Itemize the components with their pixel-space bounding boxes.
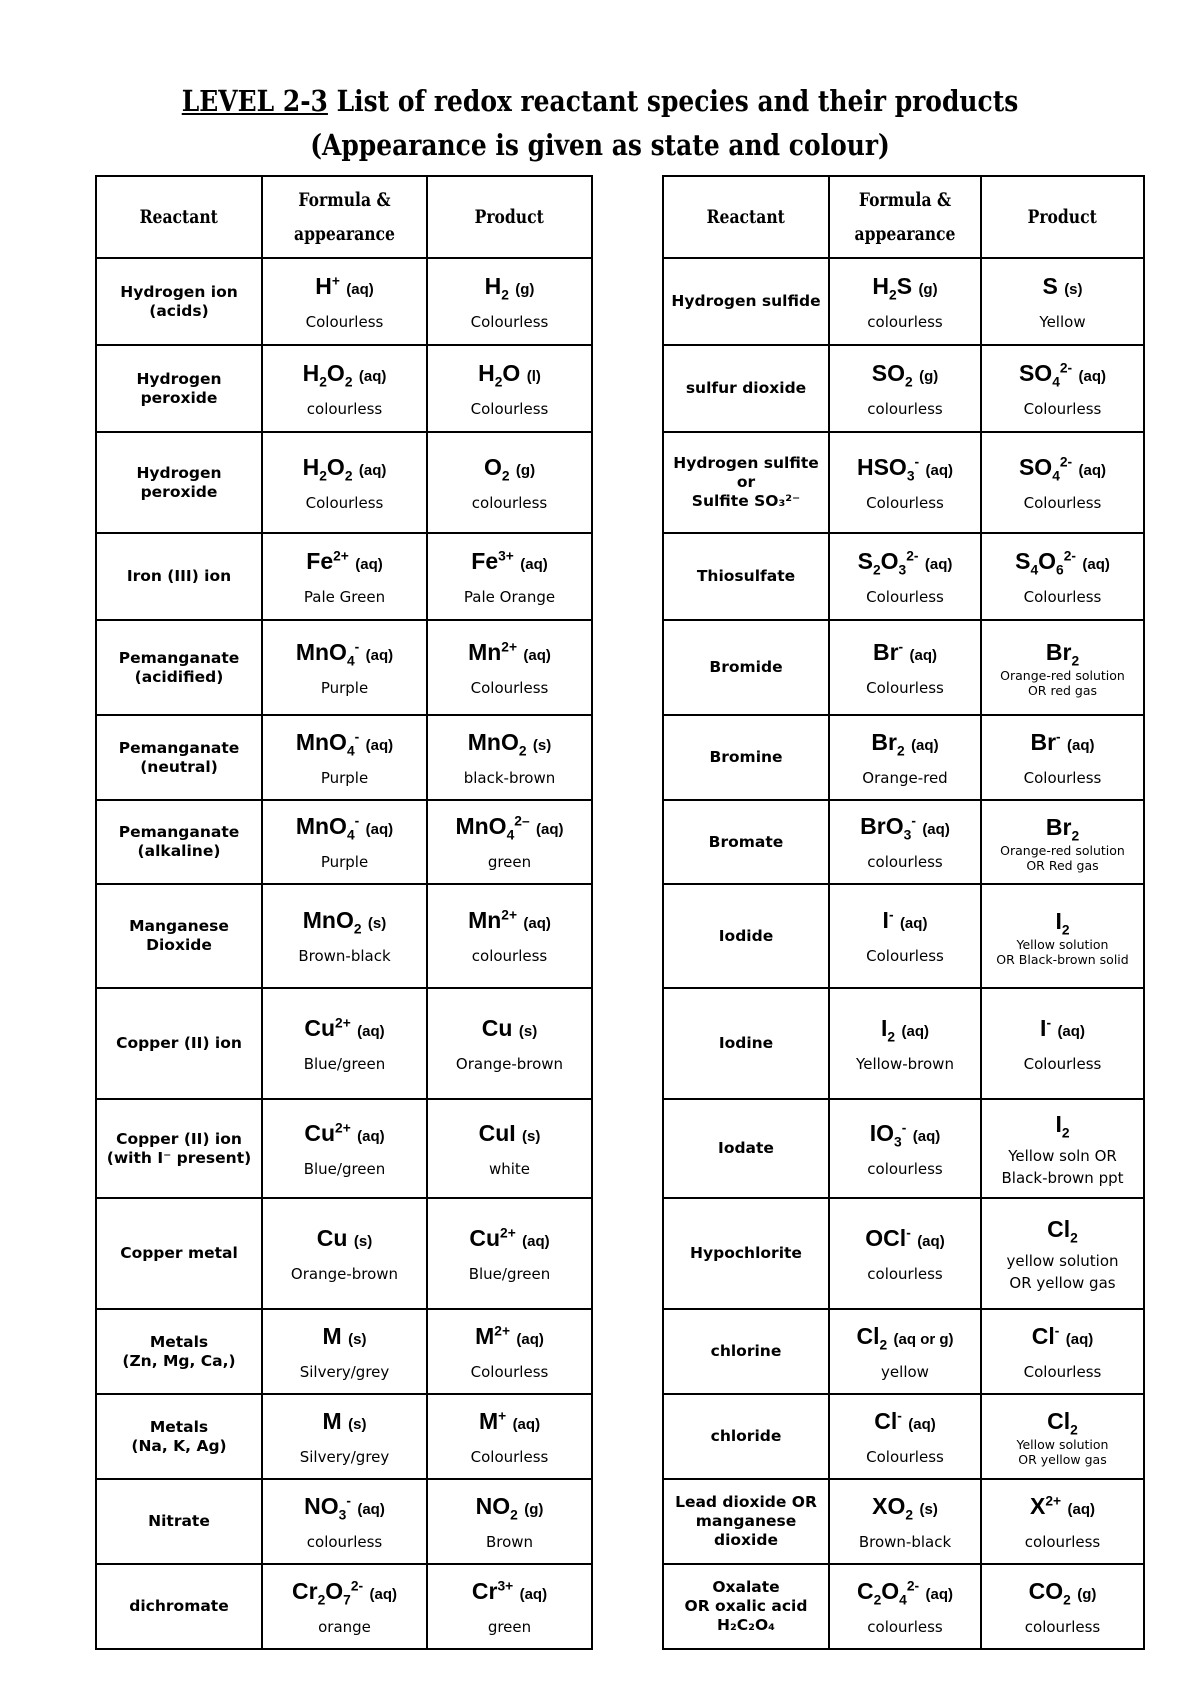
formula-formula: $SO_2$ (g) xyxy=(871,359,939,390)
formula-cell xyxy=(262,1198,427,1309)
product-appearance: Yellow soln OR Black-brown ppt xyxy=(1001,1146,1124,1187)
formula-appearance: Colourless xyxy=(866,947,944,965)
table-row xyxy=(663,258,1144,345)
product-appearance: Colourless xyxy=(1023,493,1102,512)
product-formula: $Mn^{2+}$ (aq) xyxy=(468,638,551,665)
table-row xyxy=(96,988,592,1099)
product-cell xyxy=(981,1479,1144,1564)
formula-appearance: Colourless xyxy=(305,312,384,331)
title-text: List of redox reactant species and their products xyxy=(327,84,1019,118)
reactant-cell: Bromate xyxy=(663,800,829,884)
product-appearance: Colourless xyxy=(1023,768,1102,787)
formula-appearance: Purple xyxy=(320,678,369,697)
table-row xyxy=(663,988,1144,1099)
formula-formula: $Br_2$ (aq) xyxy=(871,728,939,759)
product-formula: $S_4O_6^{2-}$ (aq) xyxy=(1015,547,1110,578)
formula-appearance: Yellow-brown xyxy=(856,1054,954,1073)
reactant-cell: Hydrogen peroxide xyxy=(96,345,262,432)
formula-appearance: Silvery/grey xyxy=(299,1447,390,1466)
product-formula: $Cl_2$ xyxy=(1047,1215,1078,1246)
product-cell xyxy=(427,1309,592,1394)
product-cell xyxy=(427,1564,592,1649)
formula-formula: H+ (aq) xyxy=(315,272,374,299)
product-cell xyxy=(981,1198,1144,1309)
formula-formula: OCl- (aq) xyxy=(865,1224,945,1251)
reactant-cell: Hydrogen sulfite or Sulfite SO₃²⁻ xyxy=(663,432,829,533)
product-appearance: Orange-brown xyxy=(455,1054,564,1073)
reactant-cell: Metals (Na, K, Ag) xyxy=(96,1394,262,1479)
table-row xyxy=(663,533,1144,620)
formula-cell xyxy=(262,988,427,1099)
formula-formula: Br- (aq) xyxy=(872,638,938,665)
product-cell xyxy=(427,432,592,533)
product-cell xyxy=(427,884,592,988)
product-appearance: Yellow solution OR Black-brown solid xyxy=(996,936,1129,967)
reactant-cell: Lead dioxide OR manganese dioxide xyxy=(663,1479,829,1564)
reactant-cell: Copper metal xyxy=(96,1198,262,1309)
formula-cell xyxy=(829,988,981,1099)
table-row xyxy=(663,1394,1144,1479)
table-row xyxy=(96,258,592,345)
formula-appearance: Brown-black xyxy=(298,947,391,965)
product-appearance: Orange-red solution OR Red gas xyxy=(1000,842,1125,873)
product-cell xyxy=(427,1198,592,1309)
product-appearance: Orange-red solution OR red gas xyxy=(1000,668,1125,698)
product-appearance: Colourless xyxy=(470,678,549,697)
formula-formula: Cu (s) xyxy=(316,1224,373,1251)
product-cell xyxy=(981,715,1144,800)
product-formula: $I_2$ xyxy=(1055,907,1070,938)
product-cell xyxy=(427,620,592,715)
product-cell xyxy=(981,800,1144,884)
page-title xyxy=(84,84,1116,118)
product-appearance: green xyxy=(487,853,532,871)
formula-formula: $S_2O_3^{2-}$ (aq) xyxy=(857,547,953,578)
table-row xyxy=(96,1309,592,1394)
formula-appearance: colourless xyxy=(867,1159,943,1178)
table-row xyxy=(96,620,592,715)
product-appearance: Colourless xyxy=(1023,399,1102,418)
product-appearance: Pale Orange xyxy=(463,587,556,606)
redox-table-right xyxy=(662,175,1145,1650)
formula-cell xyxy=(829,1564,981,1649)
reactant-cell: Metals (Zn, Mg, Ca,) xyxy=(96,1309,262,1394)
reactant-cell: Manganese Dioxide xyxy=(96,884,262,988)
formula-appearance: colourless xyxy=(867,399,943,418)
product-formula: $Br_2$ xyxy=(1045,813,1080,844)
table-row xyxy=(96,432,592,533)
product-appearance: white xyxy=(488,1159,531,1178)
table-row xyxy=(663,1198,1144,1309)
formula-formula: M (s) xyxy=(322,1322,367,1349)
formula-formula: $XO_2$ (s) xyxy=(872,1492,938,1523)
product-formula: $SO_4^{2-}$ (aq) xyxy=(1018,453,1107,484)
table-row xyxy=(663,345,1144,432)
product-appearance: Brown xyxy=(485,1532,534,1551)
product-cell xyxy=(981,432,1144,533)
product-appearance: Yellow xyxy=(1039,312,1086,331)
reactant-cell: Iron (III) ion xyxy=(96,533,262,620)
product-cell xyxy=(427,258,592,345)
formula-appearance: Purple xyxy=(320,768,369,787)
formula-cell xyxy=(829,1394,981,1479)
product-formula: Cl- (aq) xyxy=(1031,1322,1094,1349)
formula-formula: $H_2S$ (g) xyxy=(872,272,938,303)
formula-cell xyxy=(262,432,427,533)
formula-appearance: Orange-brown xyxy=(290,1264,399,1283)
formula-appearance: Blue/green xyxy=(303,1159,386,1178)
product-formula: $Mn^{2+}$ (aq) xyxy=(468,907,551,933)
product-formula: $Fe^{3+}$ (aq) xyxy=(471,547,548,574)
formula-cell xyxy=(262,258,427,345)
formula-formula: MnO$_2$ (s) xyxy=(302,907,387,937)
formula-cell xyxy=(829,1309,981,1394)
product-formula: $Cu^{2+}$ (aq) xyxy=(469,1224,550,1251)
formula-cell xyxy=(262,1099,427,1198)
product-cell xyxy=(981,1564,1144,1649)
reactant-cell: Pemanganate (acidified) xyxy=(96,620,262,715)
reactant-cell: Oxalate OR oxalic acid H₂C₂O₄ xyxy=(663,1564,829,1649)
formula-cell xyxy=(829,432,981,533)
formula-formula: BrO$_3$- (aq) xyxy=(860,813,950,843)
product-appearance: green xyxy=(487,1617,532,1636)
product-formula: $NO_2$ (g) xyxy=(475,1492,544,1523)
product-cell xyxy=(427,1479,592,1564)
header-product: Product xyxy=(981,176,1144,258)
reactant-cell: Pemanganate (neutral) xyxy=(96,715,262,800)
product-appearance: Colourless xyxy=(470,1362,549,1381)
formula-appearance: Colourless xyxy=(866,587,944,606)
table-row xyxy=(663,884,1144,988)
reactant-cell: Nitrate xyxy=(96,1479,262,1564)
product-formula: I- (aq) xyxy=(1040,1014,1085,1041)
product-cell xyxy=(427,1099,592,1198)
product-appearance: Colourless xyxy=(1023,1054,1102,1073)
redox-table-left xyxy=(95,175,593,1650)
product-cell xyxy=(981,345,1144,432)
reactant-cell: Copper (II) ion (with I⁻ present) xyxy=(96,1099,262,1198)
reactant-cell: sulfur dioxide xyxy=(663,345,829,432)
product-cell xyxy=(427,533,592,620)
formula-appearance: yellow xyxy=(881,1362,929,1381)
formula-cell xyxy=(262,533,427,620)
reactant-cell: Hydrogen ion (acids) xyxy=(96,258,262,345)
formula-cell xyxy=(829,1198,981,1309)
formula-formula: MnO$_4$- (aq) xyxy=(295,728,394,759)
formula-cell xyxy=(262,1309,427,1394)
formula-formula: $NO_3^-$ (aq) xyxy=(304,1492,385,1523)
formula-formula: $I_2$ (aq) xyxy=(881,1014,929,1045)
formula-appearance: Brown-black xyxy=(858,1532,952,1551)
table-row xyxy=(96,1198,592,1309)
product-cell xyxy=(981,884,1144,988)
formula-cell xyxy=(829,1099,981,1198)
formula-cell xyxy=(829,884,981,988)
formula-appearance: Pale Green xyxy=(303,587,386,606)
title-level: LEVEL 2-3 xyxy=(181,84,328,118)
formula-appearance: Colourless xyxy=(866,493,944,512)
formula-formula: $Fe^{2+}$ (aq) xyxy=(306,547,383,574)
product-formula: $CO_2$ (g) xyxy=(1028,1577,1097,1608)
formula-appearance: orange xyxy=(318,1617,371,1636)
product-cell xyxy=(981,1394,1144,1479)
product-cell xyxy=(981,620,1144,715)
table-row xyxy=(663,715,1144,800)
page-subtitle: (Appearance is given as state and colour) xyxy=(310,128,890,162)
table-row xyxy=(96,533,592,620)
formula-cell xyxy=(262,800,427,884)
formula-cell xyxy=(262,884,427,988)
formula-formula: $Cl_2$ (aq or g) xyxy=(856,1322,954,1353)
product-formula: $X^{2+}$ (aq) xyxy=(1030,1492,1095,1519)
formula-formula: $Cu^{2+}$ (aq) xyxy=(304,1014,385,1041)
formula-appearance: Colourless xyxy=(866,678,944,697)
product-cell xyxy=(427,800,592,884)
product-appearance: Colourless xyxy=(470,312,549,331)
formula-cell xyxy=(829,1479,981,1564)
product-appearance: colourless xyxy=(471,493,548,512)
product-formula: $SO_4^{2-}$ (aq) xyxy=(1018,359,1107,390)
formula-appearance: Orange-red xyxy=(862,768,948,787)
reactant-cell: Hydrogen sulfide xyxy=(663,258,829,345)
product-appearance: black-brown xyxy=(463,768,556,787)
formula-formula: $C_2O_4^{2-}$ (aq) xyxy=(856,1577,954,1608)
product-cell xyxy=(981,988,1144,1099)
table-row xyxy=(96,800,592,884)
reactant-cell: dichromate xyxy=(96,1564,262,1649)
product-formula: $O_2$ (g) xyxy=(483,453,536,484)
product-cell xyxy=(427,345,592,432)
product-appearance: Colourless xyxy=(1023,587,1102,606)
product-cell xyxy=(427,1394,592,1479)
product-appearance: Yellow solution OR yellow gas xyxy=(1016,1437,1109,1467)
product-formula: $H_2O$ (l) xyxy=(478,359,541,390)
formula-cell xyxy=(262,1394,427,1479)
formula-appearance: colourless xyxy=(306,399,383,418)
product-cell xyxy=(981,1309,1144,1394)
formula-cell xyxy=(262,620,427,715)
formula-appearance: Colourless xyxy=(305,493,384,512)
formula-appearance: Silvery/grey xyxy=(299,1362,390,1381)
reactant-cell: Hypochlorite xyxy=(663,1198,829,1309)
product-formula: M+ (aq) xyxy=(478,1407,541,1434)
reactant-cell: Bromide xyxy=(663,620,829,715)
reactant-cell: Thiosulfate xyxy=(663,533,829,620)
reactant-cell: chlorine xyxy=(663,1309,829,1394)
formula-formula: $Cr_2O_7^{2-}$ (aq) xyxy=(292,1577,397,1608)
formula-cell xyxy=(829,620,981,715)
formula-cell xyxy=(829,258,981,345)
formula-cell xyxy=(262,715,427,800)
product-formula: MnO$_4^{2-}$ (aq) xyxy=(455,813,564,843)
table-row xyxy=(663,1564,1144,1649)
formula-cell xyxy=(829,345,981,432)
header-reactant: Reactant xyxy=(663,176,829,258)
formula-cell xyxy=(262,1564,427,1649)
product-appearance: Colourless xyxy=(1023,1362,1102,1381)
formula-cell xyxy=(262,1479,427,1564)
formula-formula: M (s) xyxy=(322,1407,367,1434)
product-formula: $Br_2$ xyxy=(1045,639,1080,669)
product-appearance: colourless xyxy=(1024,1617,1101,1636)
header-formula: Formula & appearance xyxy=(262,176,427,258)
table-row xyxy=(96,1564,592,1649)
product-cell xyxy=(427,988,592,1099)
formula-cell xyxy=(262,345,427,432)
reactant-cell: Copper (II) ion xyxy=(96,988,262,1099)
formula-appearance: colourless xyxy=(306,1532,383,1551)
formula-appearance: Colourless xyxy=(866,1447,944,1466)
table-row xyxy=(96,1099,592,1198)
table-row xyxy=(96,884,592,988)
product-appearance: Blue/green xyxy=(468,1264,551,1283)
formula-appearance: colourless xyxy=(867,853,943,871)
reactant-cell: Pemanganate (alkaline) xyxy=(96,800,262,884)
formula-formula: $Cu^{2+}$ (aq) xyxy=(304,1119,385,1146)
table-row xyxy=(663,432,1144,533)
reactant-cell: Hydrogen peroxide xyxy=(96,432,262,533)
formula-cell xyxy=(829,533,981,620)
reactant-cell: Iodate xyxy=(663,1099,829,1198)
product-appearance: colourless xyxy=(1024,1532,1101,1551)
reactant-cell: Iodine xyxy=(663,988,829,1099)
formula-appearance: colourless xyxy=(867,1264,943,1283)
formula-appearance: Purple xyxy=(320,853,369,871)
product-cell xyxy=(981,1099,1144,1198)
header-reactant: Reactant xyxy=(96,176,262,258)
reactant-cell: Bromine xyxy=(663,715,829,800)
product-formula: Br- (aq) xyxy=(1030,728,1095,755)
table-row xyxy=(663,620,1144,715)
formula-cell xyxy=(829,800,981,884)
reactant-cell: Iodide xyxy=(663,884,829,988)
formula-formula: $HSO_3^-$ (aq) xyxy=(856,453,954,484)
product-formula: $I_2$ xyxy=(1055,1110,1070,1141)
product-appearance: Colourless xyxy=(470,399,549,418)
product-formula: S (s) xyxy=(1042,272,1083,299)
product-appearance: yellow solution OR yellow gas xyxy=(1006,1251,1119,1292)
table-row xyxy=(663,1479,1144,1564)
formula-cell xyxy=(829,715,981,800)
product-formula: $Cr^{3+}$ (aq) xyxy=(471,1577,548,1604)
formula-formula: MnO$_4$- (aq) xyxy=(295,638,394,669)
product-cell xyxy=(981,533,1144,620)
product-formula: CuI (s) xyxy=(478,1119,541,1146)
table-row xyxy=(96,345,592,432)
formula-appearance: colourless xyxy=(867,1617,943,1636)
formula-formula: Cl- (aq) xyxy=(874,1407,936,1434)
table-row xyxy=(96,1394,592,1479)
formula-formula: $IO_3^-$ (aq) xyxy=(869,1119,941,1150)
formula-formula: $H_2O_2$ (aq) xyxy=(302,359,387,390)
product-formula: $Cl_2$ xyxy=(1047,1408,1078,1438)
table-row xyxy=(96,715,592,800)
formula-formula: I- (aq) xyxy=(882,907,928,933)
formula-appearance: colourless xyxy=(867,312,943,331)
formula-formula: MnO$_4$- (aq) xyxy=(295,813,394,843)
product-cell xyxy=(981,258,1144,345)
product-formula: $H_2$ (g) xyxy=(484,272,535,303)
table-row xyxy=(663,800,1144,884)
table-row xyxy=(663,1309,1144,1394)
product-appearance: Colourless xyxy=(470,1447,549,1466)
reactant-cell: chloride xyxy=(663,1394,829,1479)
header-product: Product xyxy=(427,176,592,258)
product-appearance: colourless xyxy=(471,947,548,965)
table-row xyxy=(663,1099,1144,1198)
table-row xyxy=(96,1479,592,1564)
product-cell xyxy=(427,715,592,800)
formula-appearance: Blue/green xyxy=(303,1054,386,1073)
product-formula: $M^{2+}$ (aq) xyxy=(475,1322,544,1349)
product-formula: Cu (s) xyxy=(481,1014,538,1041)
product-formula: MnO$_2$ (s) xyxy=(467,728,552,759)
formula-formula: $H_2O_2$ (aq) xyxy=(302,453,387,484)
header-formula: Formula & appearance xyxy=(829,176,981,258)
